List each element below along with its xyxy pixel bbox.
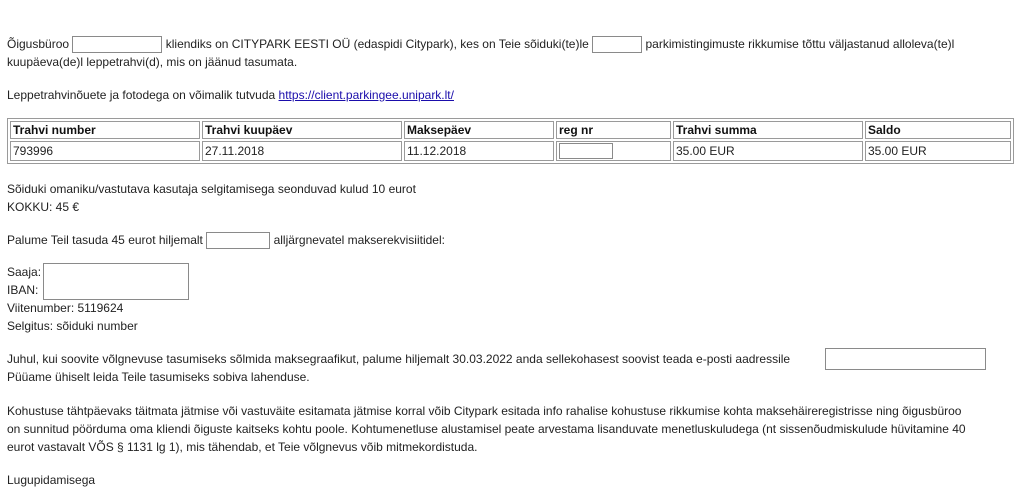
iban-label: IBAN: <box>7 283 39 297</box>
closing: Lugupidamisega <box>7 473 96 487</box>
pay-text-2: alljärgnevatel makserekvisiitidel: <box>273 233 445 247</box>
reference-number: Viitenumber: 5119624 <box>7 301 124 315</box>
vehicle-field <box>592 36 642 53</box>
schedule-line-2: Püüame ühiselt leida Teile tasumiseks sobiva lahenduse. <box>7 370 310 384</box>
intro-text-2: kliendiks on CITYPARK EESTI OÜ (edaspidi Citypark), kes on Teie sõiduki(te)le <box>165 37 589 51</box>
schedule-text-1: Juhul, kui soovite võlgnevuse tasumiseks sõlmida maksegraafikut, palume hiljemalt 30.03.2022 anda sellekohasest soovist teada e-posti aadressile <box>7 352 791 366</box>
info-line <box>7 86 454 104</box>
cell-due-date: 11.12.2018 <box>404 141 554 161</box>
receiver-iban-field <box>43 263 189 300</box>
law-office-name-field <box>72 36 162 53</box>
costs-line-1: Sõiduki omaniku/vastutava kasutaja selgitamisega seonduvad kulud 10 eurot <box>7 182 416 196</box>
pay-line <box>7 231 445 249</box>
header-fine-amount: Trahvi summa <box>673 121 863 139</box>
costs-total: KOKKU: 45 € <box>7 200 80 214</box>
fines-table <box>7 118 1014 164</box>
table-header-row <box>10 121 1011 139</box>
intro-text-1: Õigusbüroo <box>7 37 70 51</box>
info-text: Leppetrahvinõuete ja fotodega on võimalik tutvuda <box>7 88 276 102</box>
header-due-date: Maksepäev <box>404 121 554 139</box>
header-reg-nr: reg nr <box>556 121 671 139</box>
cell-balance: 35.00 EUR <box>865 141 1011 161</box>
cell-reg-nr <box>556 141 671 161</box>
pay-text-1: Palume Teil tasuda 45 eurot hiljemalt <box>7 233 203 247</box>
warning-line-2: on sunnitud pöörduma oma kliendi õiguste kaitseks kohtu poole. Kohtumenetluse alustamisel peate arvestama lisanduvate menetluskuludega (nt sissenõudmiskulude hüvitamine 40 <box>7 422 966 436</box>
header-fine-number: Trahvi number <box>10 121 200 139</box>
email-address-field <box>825 348 986 370</box>
schedule-line-1 <box>7 350 790 368</box>
cell-fine-date: 27.11.2018 <box>202 141 402 161</box>
pay-date-field <box>206 232 270 249</box>
warning-line-3: eurot vastavalt VÕS § 1131 lg 1), mis tähendab, et Teie võlgnevus võib mitmekordistuda. <box>7 440 478 454</box>
header-balance: Saldo <box>865 121 1011 139</box>
intro-line-1 <box>7 35 954 53</box>
receiver-label: Saaja: <box>7 265 42 279</box>
client-portal-link[interactable]: https://client.parkingee.unipark.lt/ <box>278 88 454 102</box>
intro-text-3: parkimistingimuste rikkumise tõttu väljastanud alloleva(te)l <box>645 37 955 51</box>
reg-nr-field <box>559 143 613 159</box>
cell-fine-amount: 35.00 EUR <box>673 141 863 161</box>
header-fine-date: Trahvi kuupäev <box>202 121 402 139</box>
cell-fine-number: 793996 <box>10 141 200 161</box>
table-row <box>10 141 1011 161</box>
warning-line-1: Kohustuse tähtpäevaks täitmata jätmise või vastuväite esitamata jätmise korral võib Citypark esitada info rahalise kohustuse rikkumise kohta maksehäireregistrisse ning õigusbüroo <box>7 404 962 418</box>
intro-text-line-2: kuupäeva(de)l leppetrahvi(d), mis on jäänud tasumata. <box>7 55 298 69</box>
payment-explanation: Selgitus: sõiduki number <box>7 319 138 333</box>
